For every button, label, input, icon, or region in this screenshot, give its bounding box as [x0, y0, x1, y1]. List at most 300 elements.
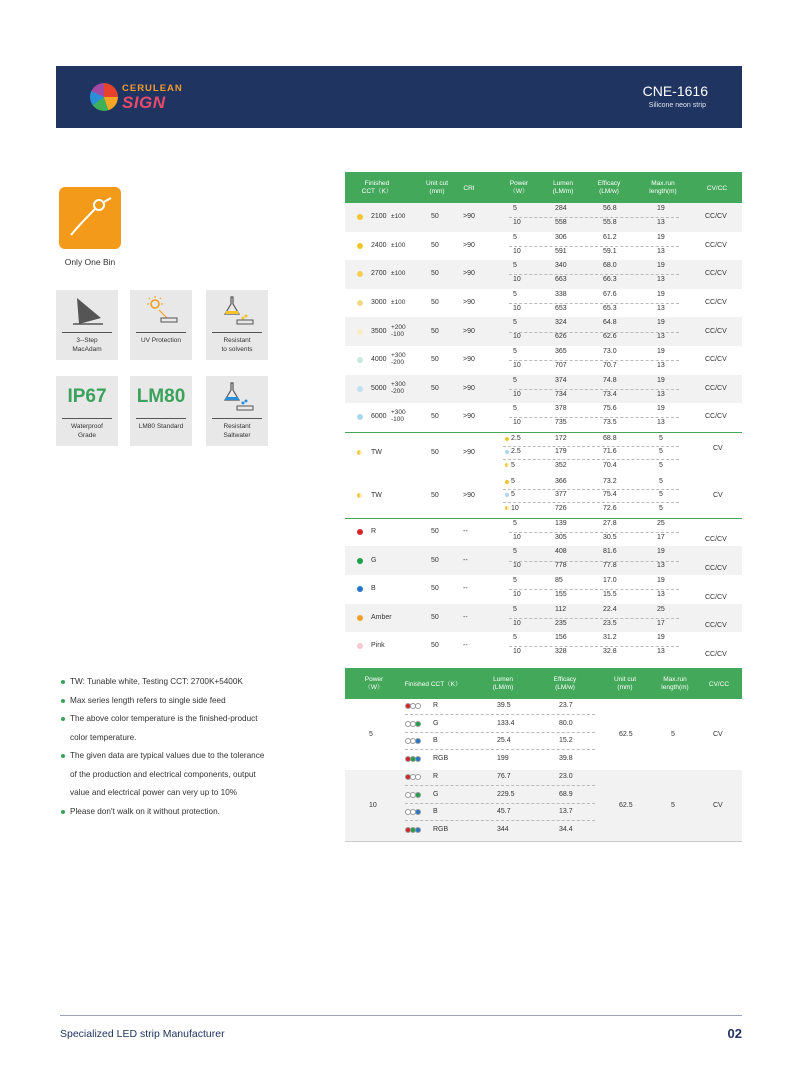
color-name-cell: R — [433, 702, 439, 709]
table-row — [345, 546, 742, 575]
table-row — [345, 432, 742, 475]
led-dot-icon — [415, 809, 421, 815]
efficacy-cell: 13.7 — [559, 808, 573, 815]
color-dot-icon — [357, 386, 363, 392]
one-bin-icon — [59, 187, 121, 249]
table-row — [345, 632, 742, 661]
lumen-cell: 306 — [555, 233, 567, 241]
lumen-cell: 352 — [555, 461, 567, 469]
max-run-cell: 13 — [657, 333, 665, 341]
lumen-cell: 366 — [555, 477, 567, 485]
lumen-cell: 778 — [555, 562, 567, 570]
cv-cc-cell: CC/CV — [705, 593, 727, 601]
row-divider — [509, 332, 679, 333]
note-item: Max series length refers to single side feed — [60, 692, 300, 711]
efficacy-cell: 68.0 — [603, 262, 617, 270]
max-run-cell: 19 — [657, 262, 665, 270]
cct-cell: TW — [371, 449, 382, 457]
table-header — [345, 172, 742, 203]
cv-cc-cell: CC/CV — [705, 622, 727, 630]
led-dot-icon — [415, 774, 421, 780]
lumen-cell: 155 — [555, 591, 567, 598]
lumen-cell: 284 — [555, 205, 567, 212]
footer-divider — [60, 1015, 742, 1016]
efficacy-cell: 67.6 — [603, 290, 617, 298]
cv-cc-cell: CC/CV — [705, 213, 727, 221]
rgb-led-set-icon — [405, 756, 420, 762]
power-cell: 5 — [513, 205, 517, 212]
lumen-cell: 378 — [555, 405, 567, 413]
note-item: Please don't walk on it without protection. — [60, 803, 300, 822]
feature-saltwater — [206, 376, 268, 446]
color-dot-icon — [357, 414, 363, 420]
unit-cut-cell: 50 — [431, 356, 439, 364]
header-cell: Unit cut (mm) — [425, 180, 449, 195]
power-cell: 5 — [513, 233, 517, 241]
header-cell: CV/CC — [706, 185, 728, 192]
table-row — [345, 289, 742, 318]
color-dot-icon — [505, 480, 509, 484]
unit-cut-cell: 50 — [431, 642, 439, 650]
power-cell: 5 — [513, 290, 517, 298]
max-run-cell: 19 — [657, 548, 665, 556]
cri-cell: -- — [463, 585, 468, 593]
max-run-cell: 5 — [671, 801, 675, 809]
cri-cell: -- — [463, 528, 468, 536]
cri-cell: >90 — [463, 213, 475, 221]
brand-top: CERULEAN — [122, 83, 183, 94]
efficacy-cell: 27.8 — [603, 519, 617, 527]
rgb-led-set-icon — [405, 703, 420, 709]
unit-cut-cell: 50 — [431, 585, 439, 593]
efficacy-cell: 68.9 — [559, 790, 573, 798]
power-cell: 5 — [513, 519, 517, 527]
model-title: CNE-1616 — [642, 83, 708, 99]
efficacy-cell: 70.4 — [603, 461, 617, 469]
efficacy-cell: 30.5 — [603, 533, 617, 541]
efficacy-cell: 55.8 — [603, 219, 617, 226]
unit-cut-cell: 50 — [431, 413, 439, 421]
row-divider — [509, 646, 679, 647]
page-header — [56, 66, 742, 128]
table-row — [345, 604, 742, 633]
efficacy-cell: 73.4 — [603, 390, 617, 398]
lumen-cell: 179 — [555, 448, 567, 456]
lumen-cell: 305 — [555, 533, 567, 541]
header-cell: Max.run length(m) — [661, 676, 689, 691]
row-divider — [509, 417, 679, 418]
lumen-cell: 25.4 — [497, 737, 511, 744]
power-cell: 5 — [513, 577, 517, 584]
power-cell: 10 — [513, 591, 521, 598]
row-divider — [509, 246, 679, 247]
row-divider — [509, 389, 679, 390]
cri-cell: >90 — [463, 327, 475, 335]
color-name-cell: RGB — [433, 754, 449, 762]
max-run-cell: 5 — [659, 504, 663, 512]
lumen-cell: 735 — [555, 419, 567, 427]
power-cell: 10 — [513, 247, 521, 255]
cri-cell: >90 — [463, 299, 475, 307]
color-dot-icon — [357, 615, 363, 621]
cri-cell: >90 — [463, 449, 475, 457]
led-dot-icon — [415, 721, 421, 727]
rgb-led-set-icon — [405, 792, 420, 798]
tunable-white-icon — [505, 463, 509, 467]
power-cell: 5 — [513, 605, 517, 613]
feature-macadam — [56, 290, 118, 360]
max-run-cell: 5 — [659, 448, 663, 456]
color-name-cell: B — [433, 737, 438, 744]
header-cell: Lumen (LM/m) — [492, 676, 514, 691]
cv-cc-cell: CV — [713, 444, 723, 452]
efficacy-cell: 75.6 — [603, 405, 617, 413]
lumen-cell: 199 — [497, 754, 509, 762]
cv-cc-cell: CC/CV — [705, 270, 727, 278]
table-row — [345, 260, 742, 289]
lumen-cell: 408 — [555, 548, 567, 556]
max-run-cell: 19 — [657, 205, 665, 212]
color-dot-icon — [357, 329, 363, 335]
table-group — [345, 699, 742, 770]
cct-cell: Amber — [371, 613, 392, 621]
uv-protection-icon — [130, 294, 192, 328]
table-row — [345, 346, 742, 375]
cct-cell: TW — [371, 492, 382, 500]
efficacy-cell: 32.8 — [603, 648, 617, 656]
tolerance-cell: ±100 — [391, 213, 406, 221]
header-cell: Finished CCT（K） — [361, 180, 393, 195]
header-cell: Lumen (LM/m) — [552, 180, 574, 195]
power-cell: 10 — [511, 504, 519, 512]
efficacy-cell: 68.8 — [603, 434, 617, 442]
efficacy-cell: 77.8 — [603, 562, 617, 570]
power-cell: 10 — [513, 333, 521, 341]
row-divider — [509, 274, 679, 275]
tolerance-cell: +200 -100 — [391, 323, 406, 338]
rgb-led-set-icon — [405, 774, 420, 780]
cct-cell: 4000 — [371, 356, 387, 364]
led-dot-icon — [415, 738, 421, 744]
cri-cell: >90 — [463, 492, 475, 500]
unit-cut-cell: 50 — [431, 213, 439, 221]
power-cell: 10 — [513, 304, 521, 312]
row-divider — [509, 360, 679, 361]
unit-cut-cell: 50 — [431, 556, 439, 564]
cri-cell: -- — [463, 642, 468, 650]
brand-mark-icon — [90, 83, 118, 111]
table-bottom-line — [345, 841, 742, 842]
cv-cc-cell: CC/CV — [705, 650, 727, 658]
max-run-cell: 13 — [657, 419, 665, 427]
efficacy-cell: 56.8 — [603, 205, 617, 212]
note-item: TW: Tunable white, Testing CCT: 2700K+5400K — [60, 673, 300, 692]
model-subtitle: Silicone neon strip — [648, 102, 706, 109]
power-cell: 5 — [513, 634, 517, 642]
lumen-cell: 626 — [555, 333, 567, 341]
cv-cc-cell: CC/CV — [705, 413, 727, 421]
header-cell: CRI — [463, 185, 475, 192]
unit-cut-cell: 50 — [431, 384, 439, 392]
efficacy-cell: 66.3 — [603, 276, 617, 284]
tolerance-cell: ±100 — [391, 299, 406, 307]
row-divider — [405, 785, 595, 786]
row-divider — [503, 489, 679, 490]
max-run-cell: 5 — [659, 434, 663, 442]
tolerance-cell: ±100 — [391, 270, 406, 278]
feature-solvent — [206, 290, 268, 360]
max-run-cell: 5 — [659, 491, 663, 499]
color-name-cell: RGB — [433, 825, 449, 833]
tunable-white-icon — [505, 506, 509, 510]
cct-cell: 2700 — [371, 270, 387, 278]
max-run-cell: 25 — [657, 605, 665, 613]
note-item: of the production and electrical components, output — [70, 769, 256, 779]
tolerance-cell: +300 -100 — [391, 409, 406, 424]
color-dot-icon — [505, 493, 509, 497]
feature-label: Waterproof Grade — [71, 423, 103, 439]
led-dot-icon — [415, 792, 421, 798]
power-cell: 10 — [513, 619, 521, 627]
table-row — [345, 203, 742, 232]
power-cell: 2.5 — [511, 434, 521, 442]
max-run-cell: 19 — [657, 376, 665, 384]
max-run-cell: 13 — [657, 247, 665, 255]
power-cell: 5 — [369, 730, 373, 738]
lumen-cell: 328 — [555, 648, 567, 656]
table-row — [345, 475, 742, 518]
lumen-cell: 344 — [497, 825, 509, 833]
row-divider — [503, 459, 679, 460]
lumen-cell: 591 — [555, 247, 567, 255]
efficacy-cell: 75.4 — [603, 491, 617, 499]
lumen-cell: 734 — [555, 390, 567, 398]
lumen-cell: 340 — [555, 262, 567, 270]
power-cell: 10 — [513, 648, 521, 656]
lumen-cell: 324 — [555, 319, 567, 327]
header-cell: Power （W） — [509, 180, 529, 195]
power-cell: 5 — [513, 348, 517, 355]
header-cell: Efficacy (LM/w) — [597, 180, 621, 195]
max-run-cell: 13 — [657, 562, 665, 570]
efficacy-cell: 73.0 — [603, 348, 617, 355]
color-dot-icon — [357, 243, 363, 249]
row-divider — [509, 303, 679, 304]
max-run-cell: 13 — [657, 390, 665, 398]
brand-logo — [90, 81, 190, 113]
max-run-cell: 13 — [657, 304, 665, 312]
notes-list — [60, 673, 300, 821]
rgb-led-set-icon — [405, 809, 420, 815]
cri-cell: >90 — [463, 241, 475, 249]
max-run-cell: 5 — [659, 477, 663, 485]
power-cell: 5 — [511, 491, 515, 499]
row-divider — [509, 217, 679, 218]
table-row — [345, 232, 742, 261]
solvent-flask-icon — [206, 294, 268, 328]
color-dot-icon — [357, 529, 363, 535]
lumen-cell: 229.5 — [497, 790, 515, 798]
cct-cell: R — [371, 528, 377, 536]
table-row — [345, 575, 742, 604]
max-run-cell: 17 — [657, 619, 665, 627]
efficacy-cell: 72.6 — [603, 504, 617, 512]
cct-cell: G — [371, 556, 377, 564]
row-divider — [509, 561, 679, 562]
color-dot-icon — [357, 586, 363, 592]
color-dot-icon — [505, 437, 509, 441]
power-cell: 10 — [513, 533, 521, 541]
max-run-cell: 17 — [657, 533, 665, 541]
header-cell: Unit cut (mm) — [613, 676, 637, 691]
lumen-cell: 85 — [555, 577, 563, 584]
header-cell: Power （W） — [364, 676, 384, 691]
row-divider — [509, 589, 679, 590]
lumen-cell: 377 — [555, 491, 567, 499]
rgb-led-set-icon — [405, 738, 420, 744]
efficacy-cell: 31.2 — [603, 634, 617, 642]
max-run-cell: 25 — [657, 519, 665, 527]
brand-bottom: SIGN — [122, 93, 166, 112]
max-run-cell: 13 — [657, 362, 665, 369]
header-cell: Finished CCT（K） — [404, 681, 462, 688]
power-cell: 5 — [513, 405, 517, 413]
power-cell: 10 — [513, 562, 521, 570]
table-row — [345, 375, 742, 404]
lumen-cell: 235 — [555, 619, 567, 627]
lumen-cell: 365 — [555, 348, 567, 355]
row-divider — [509, 618, 679, 619]
lumen-cell: 156 — [555, 634, 567, 642]
cct-cell: 3000 — [371, 299, 387, 307]
lumen-cell: 45.7 — [497, 808, 511, 815]
lumen-cell: 653 — [555, 304, 567, 312]
efficacy-cell: 65.3 — [603, 304, 617, 312]
lumen-cell: 39.5 — [497, 702, 511, 709]
unit-cut-cell: 50 — [431, 299, 439, 307]
cri-cell: >90 — [463, 413, 475, 421]
unit-cut-cell: 62.5 — [619, 730, 633, 738]
spec-table-rgb — [345, 668, 742, 843]
efficacy-cell: 59.1 — [603, 247, 617, 255]
cv-cc-cell: CC/CV — [705, 327, 727, 335]
cv-cc-cell: CV — [713, 801, 723, 809]
cct-cell: 2400 — [371, 241, 387, 249]
max-run-cell: 19 — [657, 233, 665, 241]
led-dot-icon — [415, 703, 421, 709]
cri-cell: >90 — [463, 384, 475, 392]
efficacy-cell: 23.0 — [559, 773, 573, 780]
table-group — [345, 770, 742, 841]
tolerance-cell: ±100 — [391, 241, 406, 249]
feature-lm80 — [130, 376, 192, 446]
color-dot-icon — [505, 450, 509, 454]
efficacy-cell: 73.2 — [603, 477, 617, 485]
unit-cut-cell: 50 — [431, 449, 439, 457]
cv-cc-cell: CC/CV — [705, 356, 727, 364]
efficacy-cell: 73.5 — [603, 419, 617, 427]
power-cell: 5 — [513, 262, 517, 270]
efficacy-cell: 34.4 — [559, 825, 573, 833]
lumen-cell: 374 — [555, 376, 567, 384]
max-run-cell: 5 — [659, 461, 663, 469]
cct-cell: 5000 — [371, 384, 387, 392]
power-cell: 10 — [513, 419, 521, 427]
led-dot-icon — [415, 827, 421, 833]
lm80-badge: LM80 — [136, 386, 186, 407]
power-cell: 5 — [513, 319, 517, 327]
tunable-white-icon — [357, 493, 362, 498]
tolerance-cell: +300 -200 — [391, 352, 406, 367]
color-dot-icon — [357, 643, 363, 649]
rgb-led-set-icon — [405, 827, 420, 833]
spec-table-main — [345, 172, 742, 666]
efficacy-cell: 81.6 — [603, 548, 617, 556]
page-number: 02 — [727, 1026, 742, 1041]
note-item: The given data are typical values due to the tolerance — [60, 747, 300, 766]
max-run-cell: 19 — [657, 319, 665, 327]
max-run-cell: 13 — [657, 219, 665, 226]
color-dot-icon — [357, 214, 363, 220]
cv-cc-cell: CC/CV — [705, 564, 727, 572]
table-row — [345, 317, 742, 346]
one-bin-label: Only One Bin — [64, 257, 116, 267]
cv-cc-cell: CC/CV — [705, 241, 727, 249]
efficacy-cell: 23.5 — [603, 619, 617, 627]
cct-cell: 6000 — [371, 413, 387, 421]
cri-cell: >90 — [463, 270, 475, 278]
row-divider — [405, 714, 595, 715]
color-name-cell: G — [433, 790, 439, 798]
row-divider — [405, 803, 595, 804]
row-divider — [405, 820, 595, 821]
efficacy-cell: 15.5 — [603, 591, 617, 598]
unit-cut-cell: 50 — [431, 270, 439, 278]
cri-cell: >90 — [463, 356, 475, 364]
efficacy-cell: 17.0 — [603, 577, 617, 584]
table-row — [345, 518, 742, 547]
row-divider — [503, 502, 679, 503]
power-cell: 10 — [513, 219, 521, 226]
efficacy-cell: 22.4 — [603, 605, 617, 613]
color-name-cell: B — [433, 808, 438, 815]
lumen-cell: 76.7 — [497, 773, 511, 780]
lumen-cell: 558 — [555, 219, 567, 226]
unit-cut-cell: 62.5 — [619, 801, 633, 809]
table-row — [345, 403, 742, 432]
cct-cell: 3500 — [371, 327, 387, 335]
cv-cc-cell: CV — [713, 492, 723, 500]
efficacy-cell: 64.8 — [603, 319, 617, 327]
power-cell: 5 — [511, 477, 515, 485]
row-divider — [509, 532, 679, 533]
efficacy-cell: 15.2 — [559, 737, 573, 744]
efficacy-cell: 61.2 — [603, 233, 617, 241]
power-cell: 10 — [513, 362, 521, 369]
note-item: value and electrical power can very up to 10% — [70, 788, 238, 797]
cv-cc-cell: CC/CV — [705, 299, 727, 307]
note-item: color temperature. — [70, 732, 137, 742]
feature-label: 3--Step MacAdam — [72, 337, 102, 353]
saltwater-flask-icon — [206, 380, 268, 414]
power-cell: 5 — [513, 376, 517, 384]
efficacy-cell: 74.8 — [603, 376, 617, 384]
max-run-cell: 19 — [657, 348, 665, 355]
efficacy-cell: 39.8 — [559, 754, 573, 762]
feature-ip67 — [56, 376, 118, 446]
cct-cell: B — [371, 585, 376, 593]
max-run-cell: 19 — [657, 634, 665, 642]
